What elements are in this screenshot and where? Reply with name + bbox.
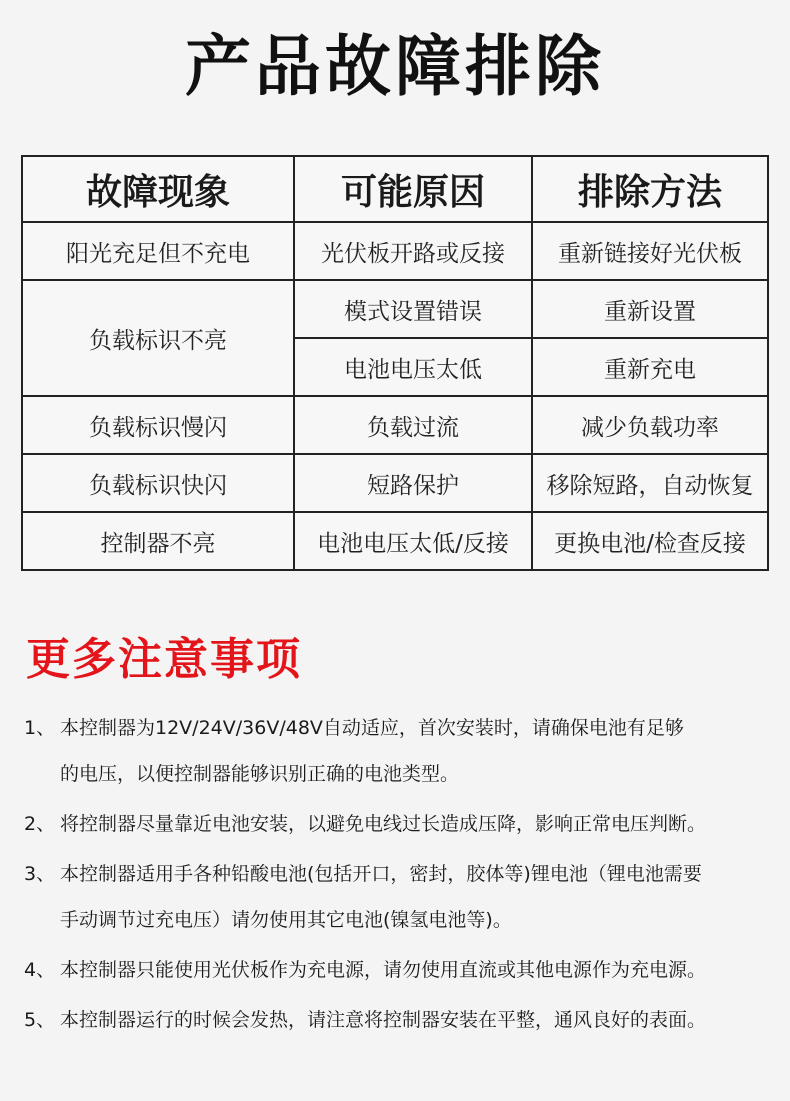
symptom-cell: 负载标识慢闪 (22, 396, 294, 454)
notes-title: 更多注意事项 (26, 634, 302, 685)
notes-list (24, 705, 776, 1047)
fix-cell: 更换电池/检查反接 (532, 512, 768, 570)
page-title: 产品故障排除 (185, 28, 605, 105)
note-number: 4、 (24, 959, 56, 981)
note-text: 本控制器为12V/24V/36V/48V自动适应，首次安装时，请确保电池有足够 (60, 717, 684, 739)
note-number: 1、 (24, 717, 56, 739)
symptom-cell: 控制器不亮 (22, 512, 294, 570)
note-item (24, 705, 776, 797)
symptom-cell: 负载标识不亮 (22, 280, 294, 396)
fix-cell: 减少负载功率 (532, 396, 768, 454)
symptom-cell: 阳光充足但不充电 (22, 222, 294, 280)
table-header-row (22, 156, 768, 222)
header-cause: 可能原因 (294, 156, 532, 222)
note-item (24, 947, 776, 993)
table-row (22, 454, 768, 512)
header-symptom: 故障现象 (22, 156, 294, 222)
note-item (24, 851, 776, 943)
fix-cell: 移除短路，自动恢复 (532, 454, 768, 512)
note-text: 将控制器尽量靠近电池安装，以避免电线过长造成压降，影响正常电压判断。 (60, 813, 707, 835)
table-row (22, 280, 768, 338)
fix-cell: 重新链接好光伏板 (532, 222, 768, 280)
fix-cell: 重新充电 (532, 338, 768, 396)
note-number: 2、 (24, 813, 56, 835)
header-fix: 排除方法 (532, 156, 768, 222)
note-text: 本控制器运行的时候会发热，请注意将控制器安装在平整，通风良好的表面。 (60, 1009, 707, 1031)
note-text-continued: 手动调节过充电压）请勿使用其它电池(镍氢电池等)。 (60, 909, 512, 931)
note-text-continued: 的电压，以便控制器能够识别正确的电池类型。 (60, 763, 460, 785)
note-item (24, 997, 776, 1043)
cause-cell: 短路保护 (294, 454, 532, 512)
note-number: 3、 (24, 863, 56, 885)
note-text: 本控制器适用手各种铅酸电池(包括开口，密封，胶体等)锂电池（锂电池需要 (60, 863, 702, 885)
cause-cell: 电池电压太低 (294, 338, 532, 396)
note-number: 5、 (24, 1009, 56, 1031)
symptom-cell: 负载标识快闪 (22, 454, 294, 512)
table-row (22, 222, 768, 280)
cause-cell: 负载过流 (294, 396, 532, 454)
table-row (22, 512, 768, 570)
note-text: 本控制器只能使用光伏板作为充电源，请勿使用直流或其他电源作为充电源。 (60, 959, 707, 981)
fix-cell: 重新设置 (532, 280, 768, 338)
troubleshooting-table (21, 155, 769, 571)
table-row (22, 396, 768, 454)
cause-cell: 电池电压太低/反接 (294, 512, 532, 570)
note-item (24, 801, 776, 847)
cause-cell: 光伏板开路或反接 (294, 222, 532, 280)
cause-cell: 模式设置错误 (294, 280, 532, 338)
